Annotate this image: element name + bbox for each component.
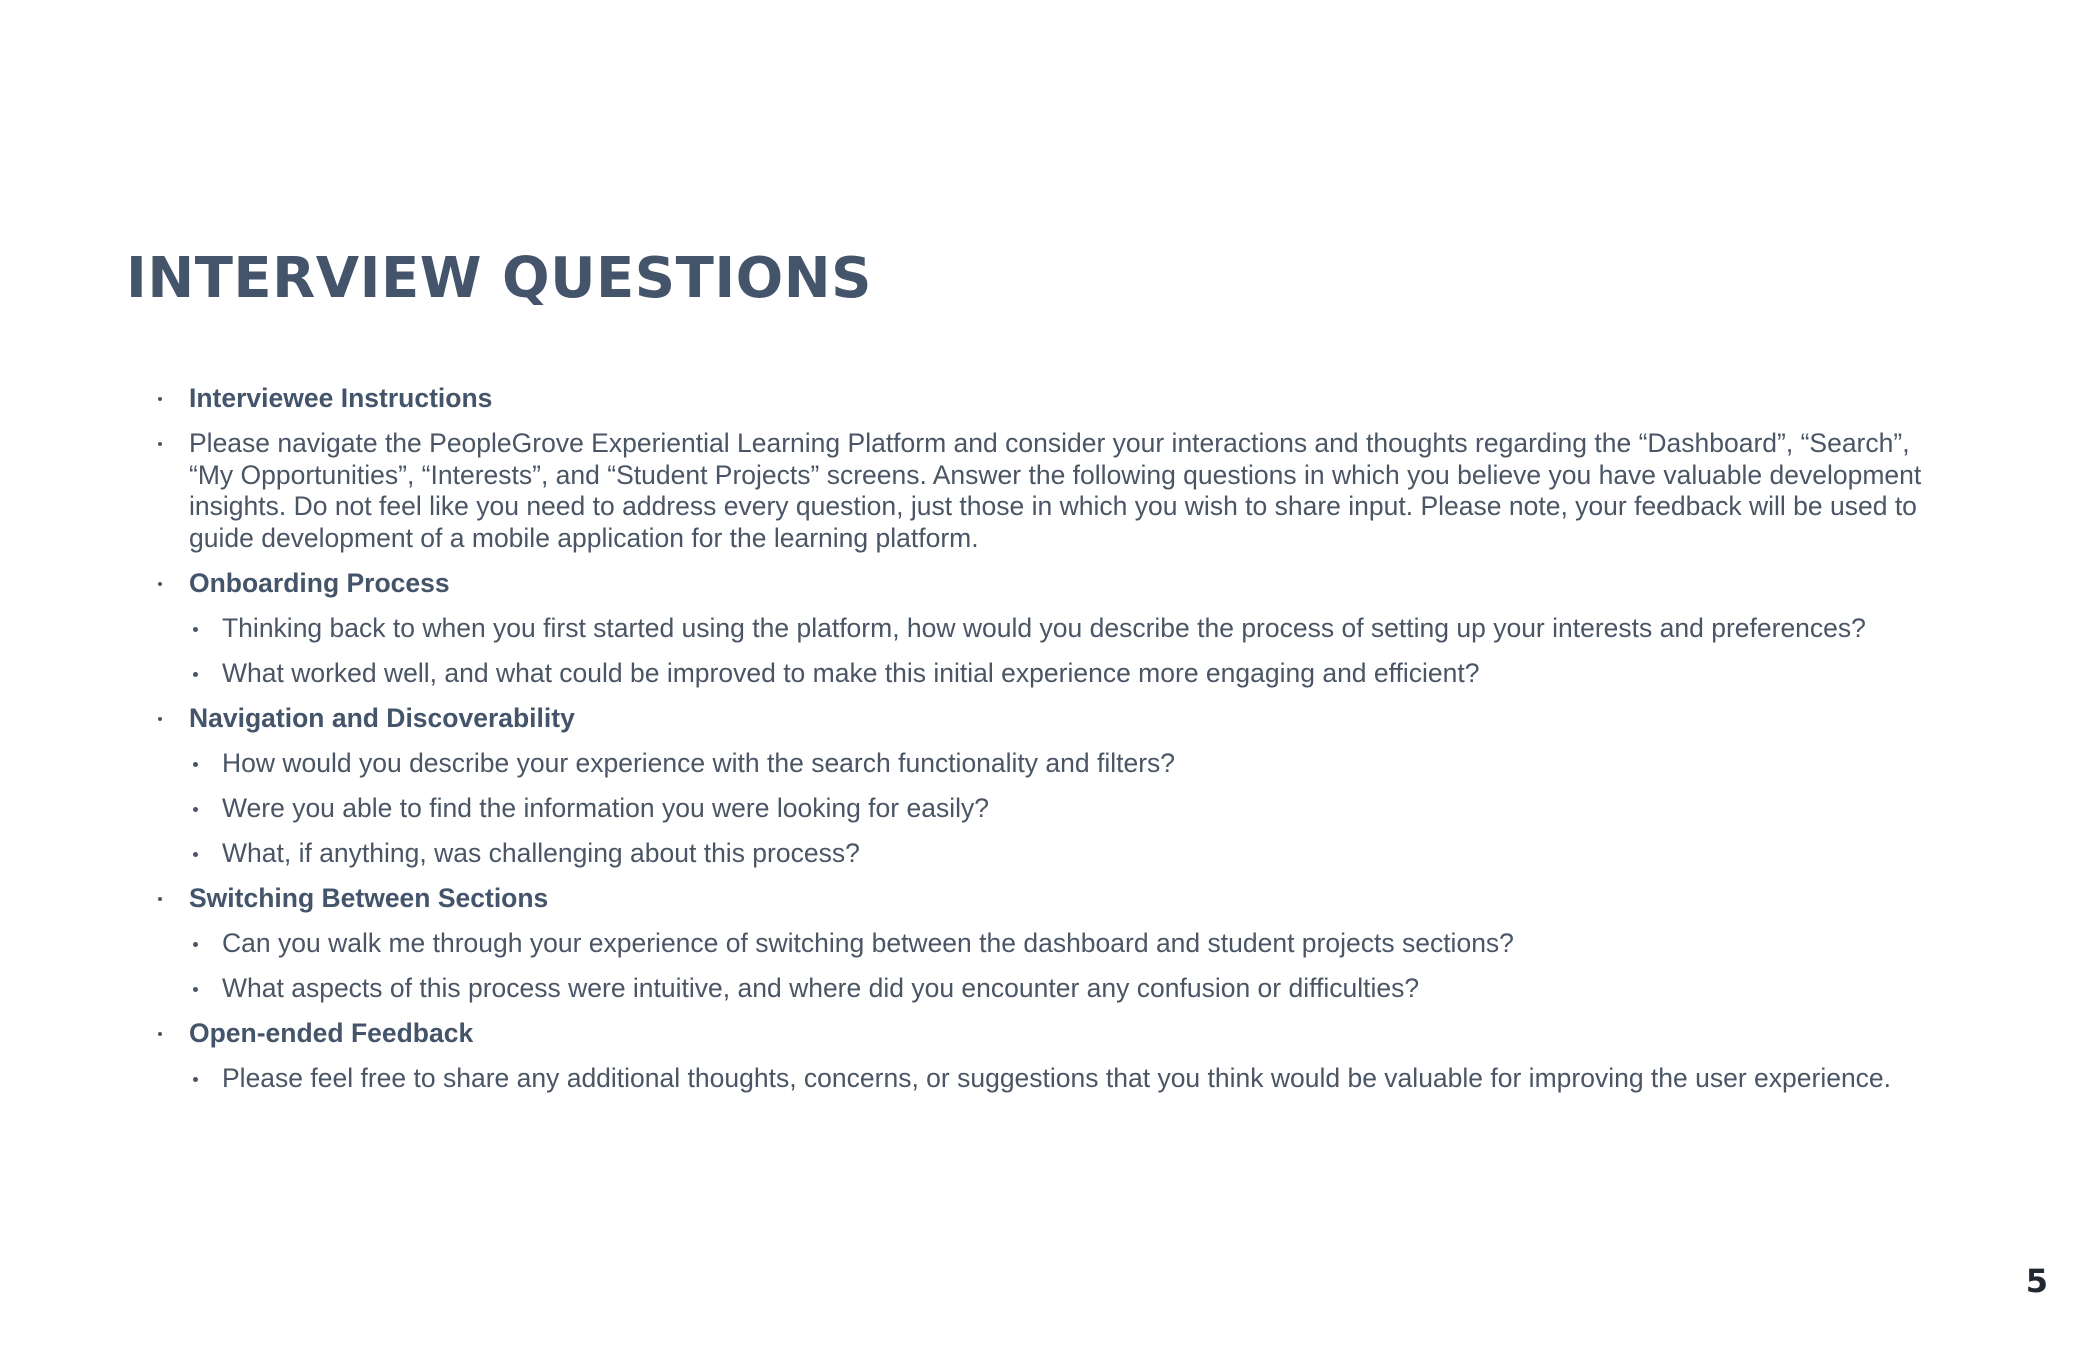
question-item: What worked well, and what could be improved to make this initial experience more engaging and efficient? xyxy=(189,658,1950,690)
navigation-questions xyxy=(189,748,1950,870)
page-number: 5 xyxy=(2025,1262,2048,1300)
section-onboarding xyxy=(150,568,1950,690)
section-heading-instructions: Interviewee Instructions xyxy=(150,383,1950,415)
feedback-questions xyxy=(189,1063,1950,1095)
question-item: Thinking back to when you first started using the platform, how would you describe the process of setting up your interests and preferences? xyxy=(189,613,1950,645)
question-item: How would you describe your experience with the search functionality and filters? xyxy=(189,748,1950,780)
question-item: What aspects of this process were intuitive, and where did you encounter any confusion or difficulties? xyxy=(189,973,1950,1005)
question-item: What, if anything, was challenging about this process? xyxy=(189,838,1950,870)
instructions-text: Please navigate the PeopleGrove Experiential Learning Platform and consider your interactions and thoughts regarding the “Dashboard”, “Search”, “My Opportunities”, “Interests”, and “Student Projects” screens. Answer the following questions in which you believe you have valuable development insights. Do not feel like you need to address every question, just those in which you wish to share input. Please note, your feedback will be used to guide development of a mobile application for the learning platform. xyxy=(150,428,1950,554)
section-heading-switching: Switching Between Sections xyxy=(189,882,549,913)
section-navigation xyxy=(150,703,1950,870)
section-heading-navigation: Navigation and Discoverability xyxy=(189,702,575,733)
question-item: Can you walk me through your experience of switching between the dashboard and student projects sections? xyxy=(189,928,1950,960)
page-title: INTERVIEW QUESTIONS xyxy=(126,246,872,311)
section-switching xyxy=(150,883,1950,1005)
section-feedback xyxy=(150,1018,1950,1095)
onboarding-questions xyxy=(189,613,1950,690)
question-list xyxy=(150,383,1950,1108)
section-list xyxy=(150,383,1950,1094)
section-heading-onboarding: Onboarding Process xyxy=(189,567,450,598)
question-item: Were you able to find the information you were looking for easily? xyxy=(189,793,1950,825)
question-item: Please feel free to share any additional thoughts, concerns, or suggestions that you think would be valuable for improving the user experience. xyxy=(189,1063,1950,1095)
section-heading-feedback: Open-ended Feedback xyxy=(189,1017,474,1048)
switching-questions xyxy=(189,928,1950,1005)
